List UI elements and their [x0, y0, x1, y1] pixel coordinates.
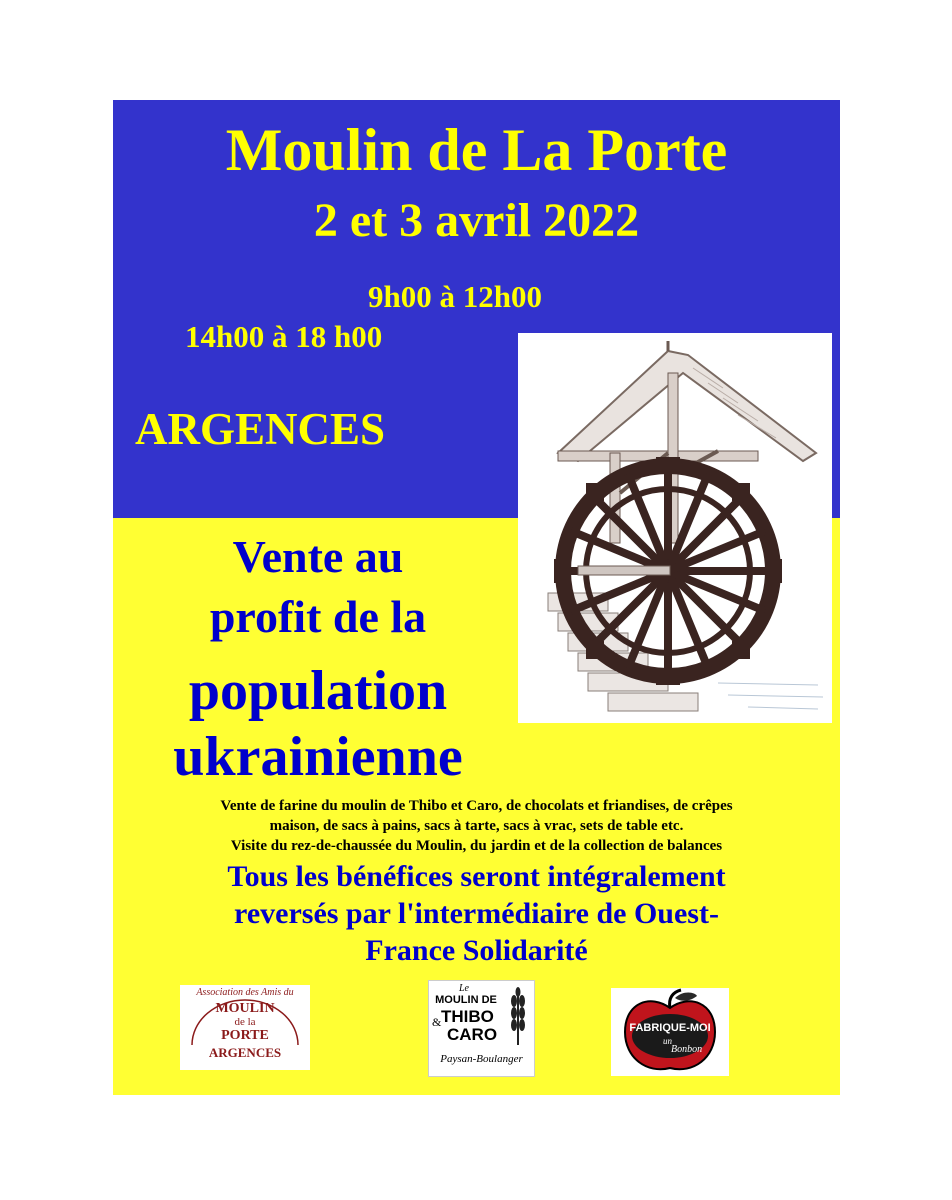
fabrique-logo-bonbon: Bonbon [671, 1044, 703, 1055]
thibo-logo-le: Le [459, 983, 469, 994]
details-line-2: maison, de sacs à pains, sacs à tarte, sacs à vrac, sets de table etc. [269, 818, 684, 834]
poster [113, 100, 840, 1095]
association-logo-argences: ARGENCES [208, 1045, 282, 1060]
wheat-icon [505, 987, 531, 1047]
benefits-line-3: France Solidarité [365, 934, 588, 967]
details-line-3: Visite du rez-de-chaussée du Moulin, du jardin et de la collection de balances [230, 838, 723, 854]
thibo-logo-caro: CARO [447, 1025, 498, 1044]
hours-afternoon: 14h00 à 18 h00 [185, 319, 383, 354]
association-logo-arc-text: Association des Amis du [196, 987, 294, 998]
details-line-1: Vente de farine du moulin de Thibo et Caro, de chocolats et friandises, de crêpes [220, 798, 733, 814]
thibo-caro-logo [428, 980, 535, 1077]
benefits-line-1: Tous les bénéfices seront intégralement [227, 860, 726, 893]
association-logo-porte: PORTE [221, 1028, 269, 1043]
location-name: ARGENCES [135, 404, 386, 454]
sale-line-4: ukrainienne [173, 726, 463, 788]
benefits-line-2: reversés par l'intermédiaire de Ouest- [234, 897, 719, 930]
thibo-logo-moulin: MOULIN DE [435, 994, 497, 1006]
fabrique-logo-un: un [663, 1036, 672, 1046]
thibo-logo-tagline: Paysan-Boulanger [440, 1053, 523, 1065]
poster-title: Moulin de La Porte [225, 117, 728, 183]
event-dates: 2 et 3 avril 2022 [313, 194, 640, 247]
sale-line-2: profit de la [209, 591, 427, 642]
sale-line-3: population [188, 660, 448, 722]
thibo-logo-thibo: THIBO [441, 1007, 494, 1026]
fabrique-moi-logo [611, 988, 729, 1076]
sale-line-1: Vente au [232, 531, 404, 582]
hours-morning: 9h00 à 12h00 [368, 279, 542, 314]
water-mill-illustration [518, 333, 832, 723]
association-logo-moulin: MOULIN [215, 1001, 275, 1016]
fabrique-logo-name: FABRIQUE-MOI [629, 1022, 711, 1034]
association-logo [180, 985, 310, 1070]
association-logo-delala: de la [234, 1016, 256, 1028]
thibo-logo-amp: & [432, 1015, 442, 1029]
